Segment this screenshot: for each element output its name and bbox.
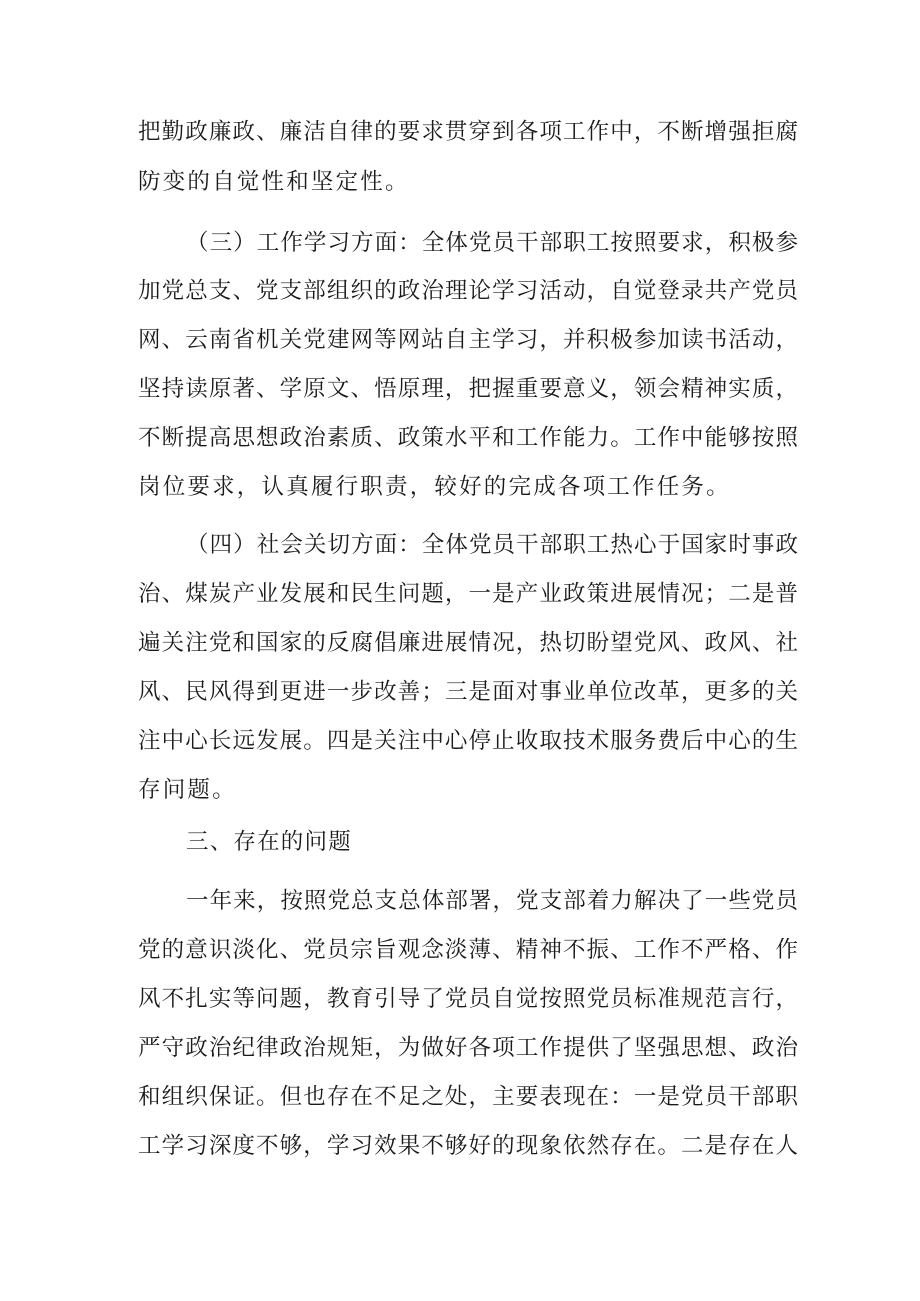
text-line: 工学习深度不够，学习效果不够好的现象依然存在。二是存在人 [138,1133,798,1159]
text-line: 风、民风得到更进一步改善；三是面对事业单位改革，更多的关 [138,679,798,705]
paragraph-4-start: （四）社会关切方面：全体党员干部职工热心于国家时事政 [186,532,798,558]
text-line: 防变的自觉性和坚定性。 [138,169,410,195]
text-line: 风不扎实等问题，教育引导了党员自觉按照党员标准规范言行， [138,986,798,1012]
text-line: 党的意识淡化、党员宗旨观念淡薄、精神不振、工作不严格、作 [138,937,798,963]
text-line: 不断提高思想政治素质、政策水平和工作能力。工作中能够按照 [138,425,798,451]
text-line: 加党总支、党支部组织的政治理论学习活动，自觉登录共产党员 [138,278,798,304]
text-line: 网、云南省机关党建网等网站自主学习，并积极参加读书活动， [138,327,798,353]
text-line: 岗位要求，认真履行职责，较好的完成各项工作任务。 [138,474,731,500]
text-line: 注中心长远发展。四是关注中心停止收取技术服务费后中心的生 [138,728,798,754]
text-line: 严守政治纪律政治规矩，为做好各项工作提供了坚强思想、政治 [138,1035,798,1061]
section-heading: 三、存在的问题 [186,829,352,855]
text-line: 治、煤炭产业发展和民生问题，一是产业政策进展情况；二是普 [138,581,798,607]
text-line: 存问题。 [138,777,237,803]
text-line: 坚持读原著、学原文、悟原理，把握重要意义，领会精神实质， [138,376,798,402]
paragraph-3-start: （三）工作学习方面：全体党员干部职工按照要求，积极参 [186,230,798,256]
text-line: 把勤政廉政、廉洁自律的要求贯穿到各项工作中，不断增强拒腐 [138,119,798,145]
text-line: 遍关注党和国家的反腐倡廉进展情况，热切盼望党风、政风、社 [138,630,798,656]
text-line: 和组织保证。但也存在不足之处，主要表现在：一是党员干部职 [138,1084,798,1110]
paragraph-issues-start: 一年来，按照党总支总体部署，党支部着力解决了一些党员 [186,888,798,914]
